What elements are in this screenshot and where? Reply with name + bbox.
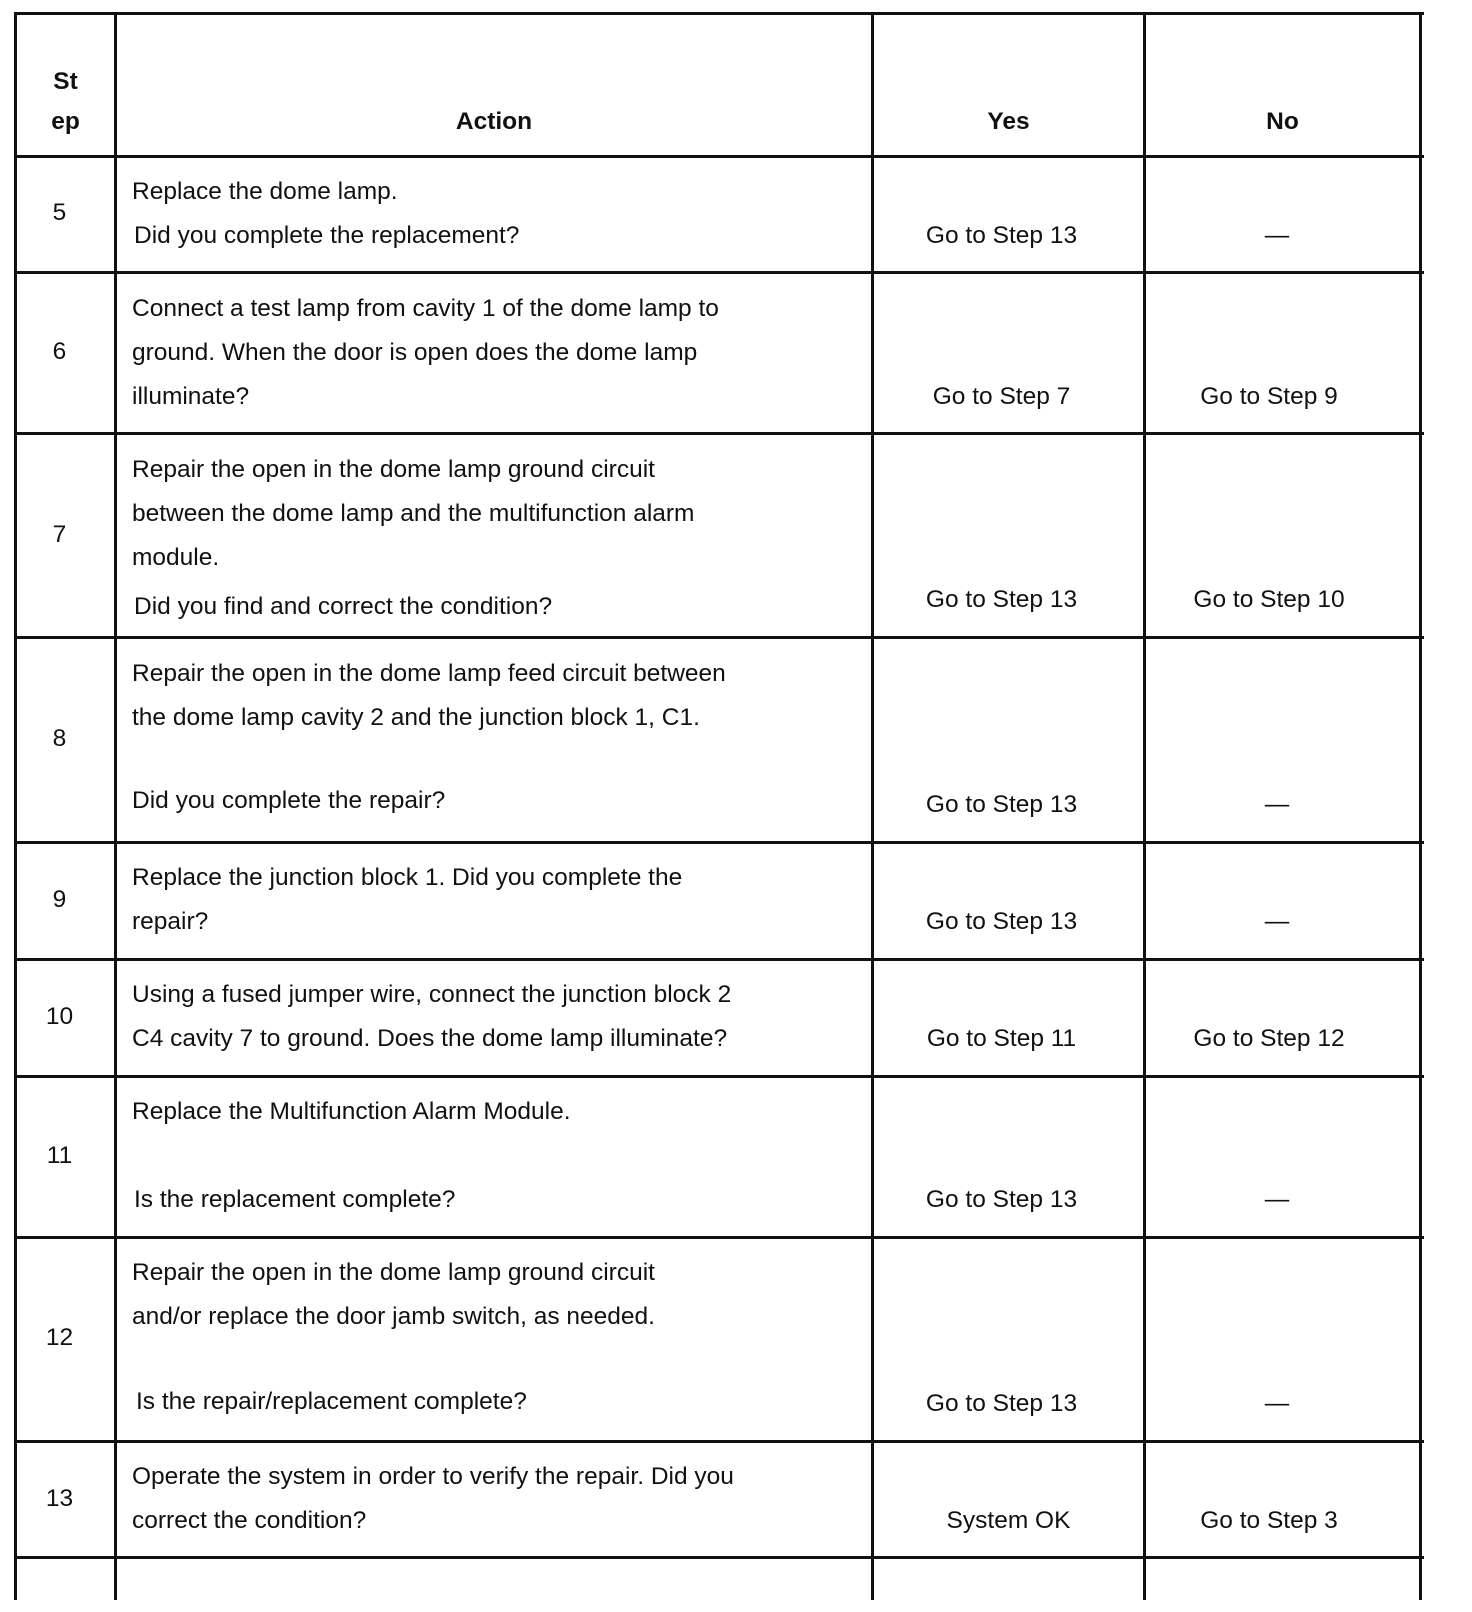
action-line: Did you find and correct the condition? [134, 593, 553, 620]
step-number: 9 [52, 886, 67, 913]
no-cell: — [1264, 1186, 1290, 1213]
table-rule [14, 155, 1424, 158]
step-number: 6 [52, 338, 67, 365]
step-number: 13 [45, 1485, 74, 1512]
no-cell: Go to Step 10 [1193, 586, 1345, 613]
action-line: Using a fused jumper wire, connect the junction block 2 [132, 981, 732, 1008]
action-line: repair? [132, 908, 209, 935]
header-step-line-1: St [53, 68, 78, 95]
action-line: Replace the Multifunction Alarm Module. [132, 1098, 571, 1125]
table-rule [14, 636, 1424, 639]
header-step [17, 62, 114, 142]
action-line: Repair the open in the dome lamp feed circuit between [132, 660, 726, 687]
yes-cell: Go to Step 7 [932, 383, 1071, 410]
no-cell: — [1264, 908, 1290, 935]
no-cell: — [1264, 791, 1290, 818]
action-line: correct the condition? [132, 1507, 367, 1534]
action-line: Replace the junction block 1. Did you complete the [132, 864, 683, 891]
no-cell: — [1264, 1390, 1290, 1417]
yes-cell: Go to Step 13 [925, 222, 1078, 249]
no-cell: Go to Step 3 [1200, 1507, 1338, 1534]
yes-cell: Go to Step 13 [925, 586, 1078, 613]
yes-cell: Go to Step 13 [925, 1186, 1078, 1213]
yes-cell: Go to Step 13 [925, 791, 1078, 818]
action-line: C4 cavity 7 to ground. Does the dome lamp illuminate? [132, 1025, 728, 1052]
table-rule [1419, 12, 1422, 1600]
action-line: Did you complete the replacement? [134, 222, 520, 249]
action-line: and/or replace the door jamb switch, as needed. [132, 1303, 655, 1330]
step-number: 11 [46, 1142, 73, 1169]
table-rule [14, 432, 1424, 435]
action-line: illuminate? [132, 383, 250, 410]
action-line: between the dome lamp and the multifunction alarm [132, 500, 695, 527]
step-number: 12 [45, 1324, 74, 1351]
table-rule [14, 841, 1424, 844]
table-rule [14, 1556, 1424, 1559]
diagnostic-table [14, 12, 1424, 1612]
action-line: Is the repair/replacement complete? [136, 1388, 527, 1415]
yes-cell: Go to Step 11 [926, 1025, 1077, 1052]
table-rule [14, 1440, 1424, 1443]
action-line: the dome lamp cavity 2 and the junction block 1, C1. [132, 704, 700, 731]
action-line: Is the replacement complete? [134, 1186, 456, 1213]
step-number: 8 [52, 725, 67, 752]
action-line: Repair the open in the dome lamp ground circuit [132, 456, 655, 483]
table-rule [14, 1236, 1424, 1239]
table-rule [14, 958, 1424, 961]
step-number: 7 [52, 521, 67, 548]
step-number: 5 [52, 199, 67, 226]
no-cell: — [1264, 222, 1290, 249]
action-line: Repair the open in the dome lamp ground circuit [132, 1259, 655, 1286]
table-rule [114, 12, 117, 1600]
action-line: Did you complete the repair? [132, 787, 446, 814]
action-line: module. [132, 544, 220, 571]
table-rule [14, 12, 1424, 15]
action-line: ground. When the door is open does the dome lamp [132, 339, 698, 366]
table-rule [14, 1075, 1424, 1078]
header-step-line-2: ep [51, 108, 80, 135]
table-rule [14, 12, 17, 1600]
yes-cell: System OK [946, 1507, 1071, 1534]
table-rule [14, 271, 1424, 274]
no-cell: Go to Step 9 [1200, 383, 1338, 410]
action-line: Operate the system in order to verify the repair. Did you [132, 1463, 734, 1490]
yes-cell: Go to Step 13 [925, 1390, 1078, 1417]
header-action: Action [455, 108, 533, 135]
no-cell: Go to Step 12 [1193, 1025, 1345, 1052]
action-line: Replace the dome lamp. [132, 178, 398, 205]
step-number: 10 [45, 1003, 74, 1030]
yes-cell: Go to Step 13 [925, 908, 1078, 935]
header-yes: Yes [987, 108, 1030, 135]
header-no: No [1266, 108, 1299, 135]
action-line: Connect a test lamp from cavity 1 of the dome lamp to [132, 295, 719, 322]
